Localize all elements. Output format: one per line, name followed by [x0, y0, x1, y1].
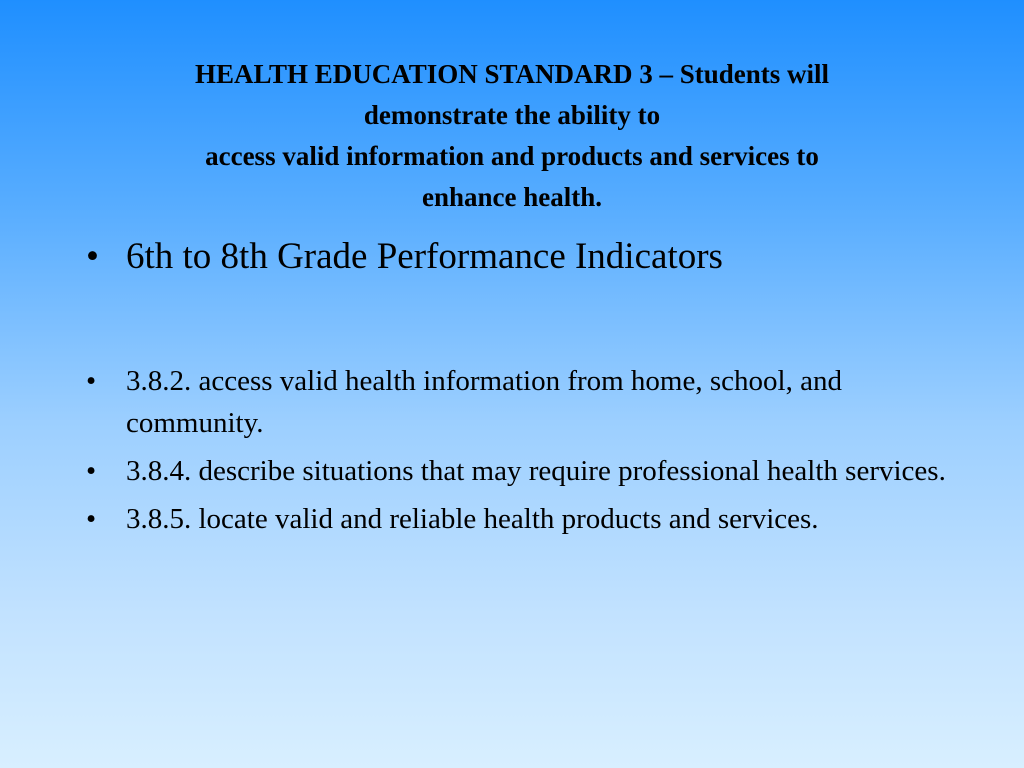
grade-heading [86, 234, 946, 280]
bullet-icon: • [86, 503, 97, 535]
list-item [86, 498, 946, 540]
slide-title-line-3: access valid information and products and services to [205, 141, 819, 171]
indicator-list [86, 360, 946, 546]
indicator-text: 3.8.5. locate valid and reliable health products and services. [126, 503, 819, 535]
grade-heading-text: 6th to 8th Grade Performance Indicators [126, 236, 723, 277]
list-item [86, 360, 946, 444]
slide-title-line-4: enhance health. [421, 182, 602, 212]
bullet-icon: • [86, 455, 97, 487]
indicator-text: 3.8.2. access valid health information from home, school, and community. [126, 365, 842, 439]
slide-title-line-1: HEALTH EDUCATION STANDARD 3 – Students will [194, 59, 830, 89]
slide-title-line-2: demonstrate the ability to [363, 100, 661, 130]
bullet-icon: • [86, 236, 99, 277]
indicator-text: 3.8.4. describe situations that may require professional health services. [126, 455, 946, 487]
slide-title [90, 54, 934, 218]
list-item [86, 450, 946, 492]
bullet-icon: • [86, 365, 97, 397]
